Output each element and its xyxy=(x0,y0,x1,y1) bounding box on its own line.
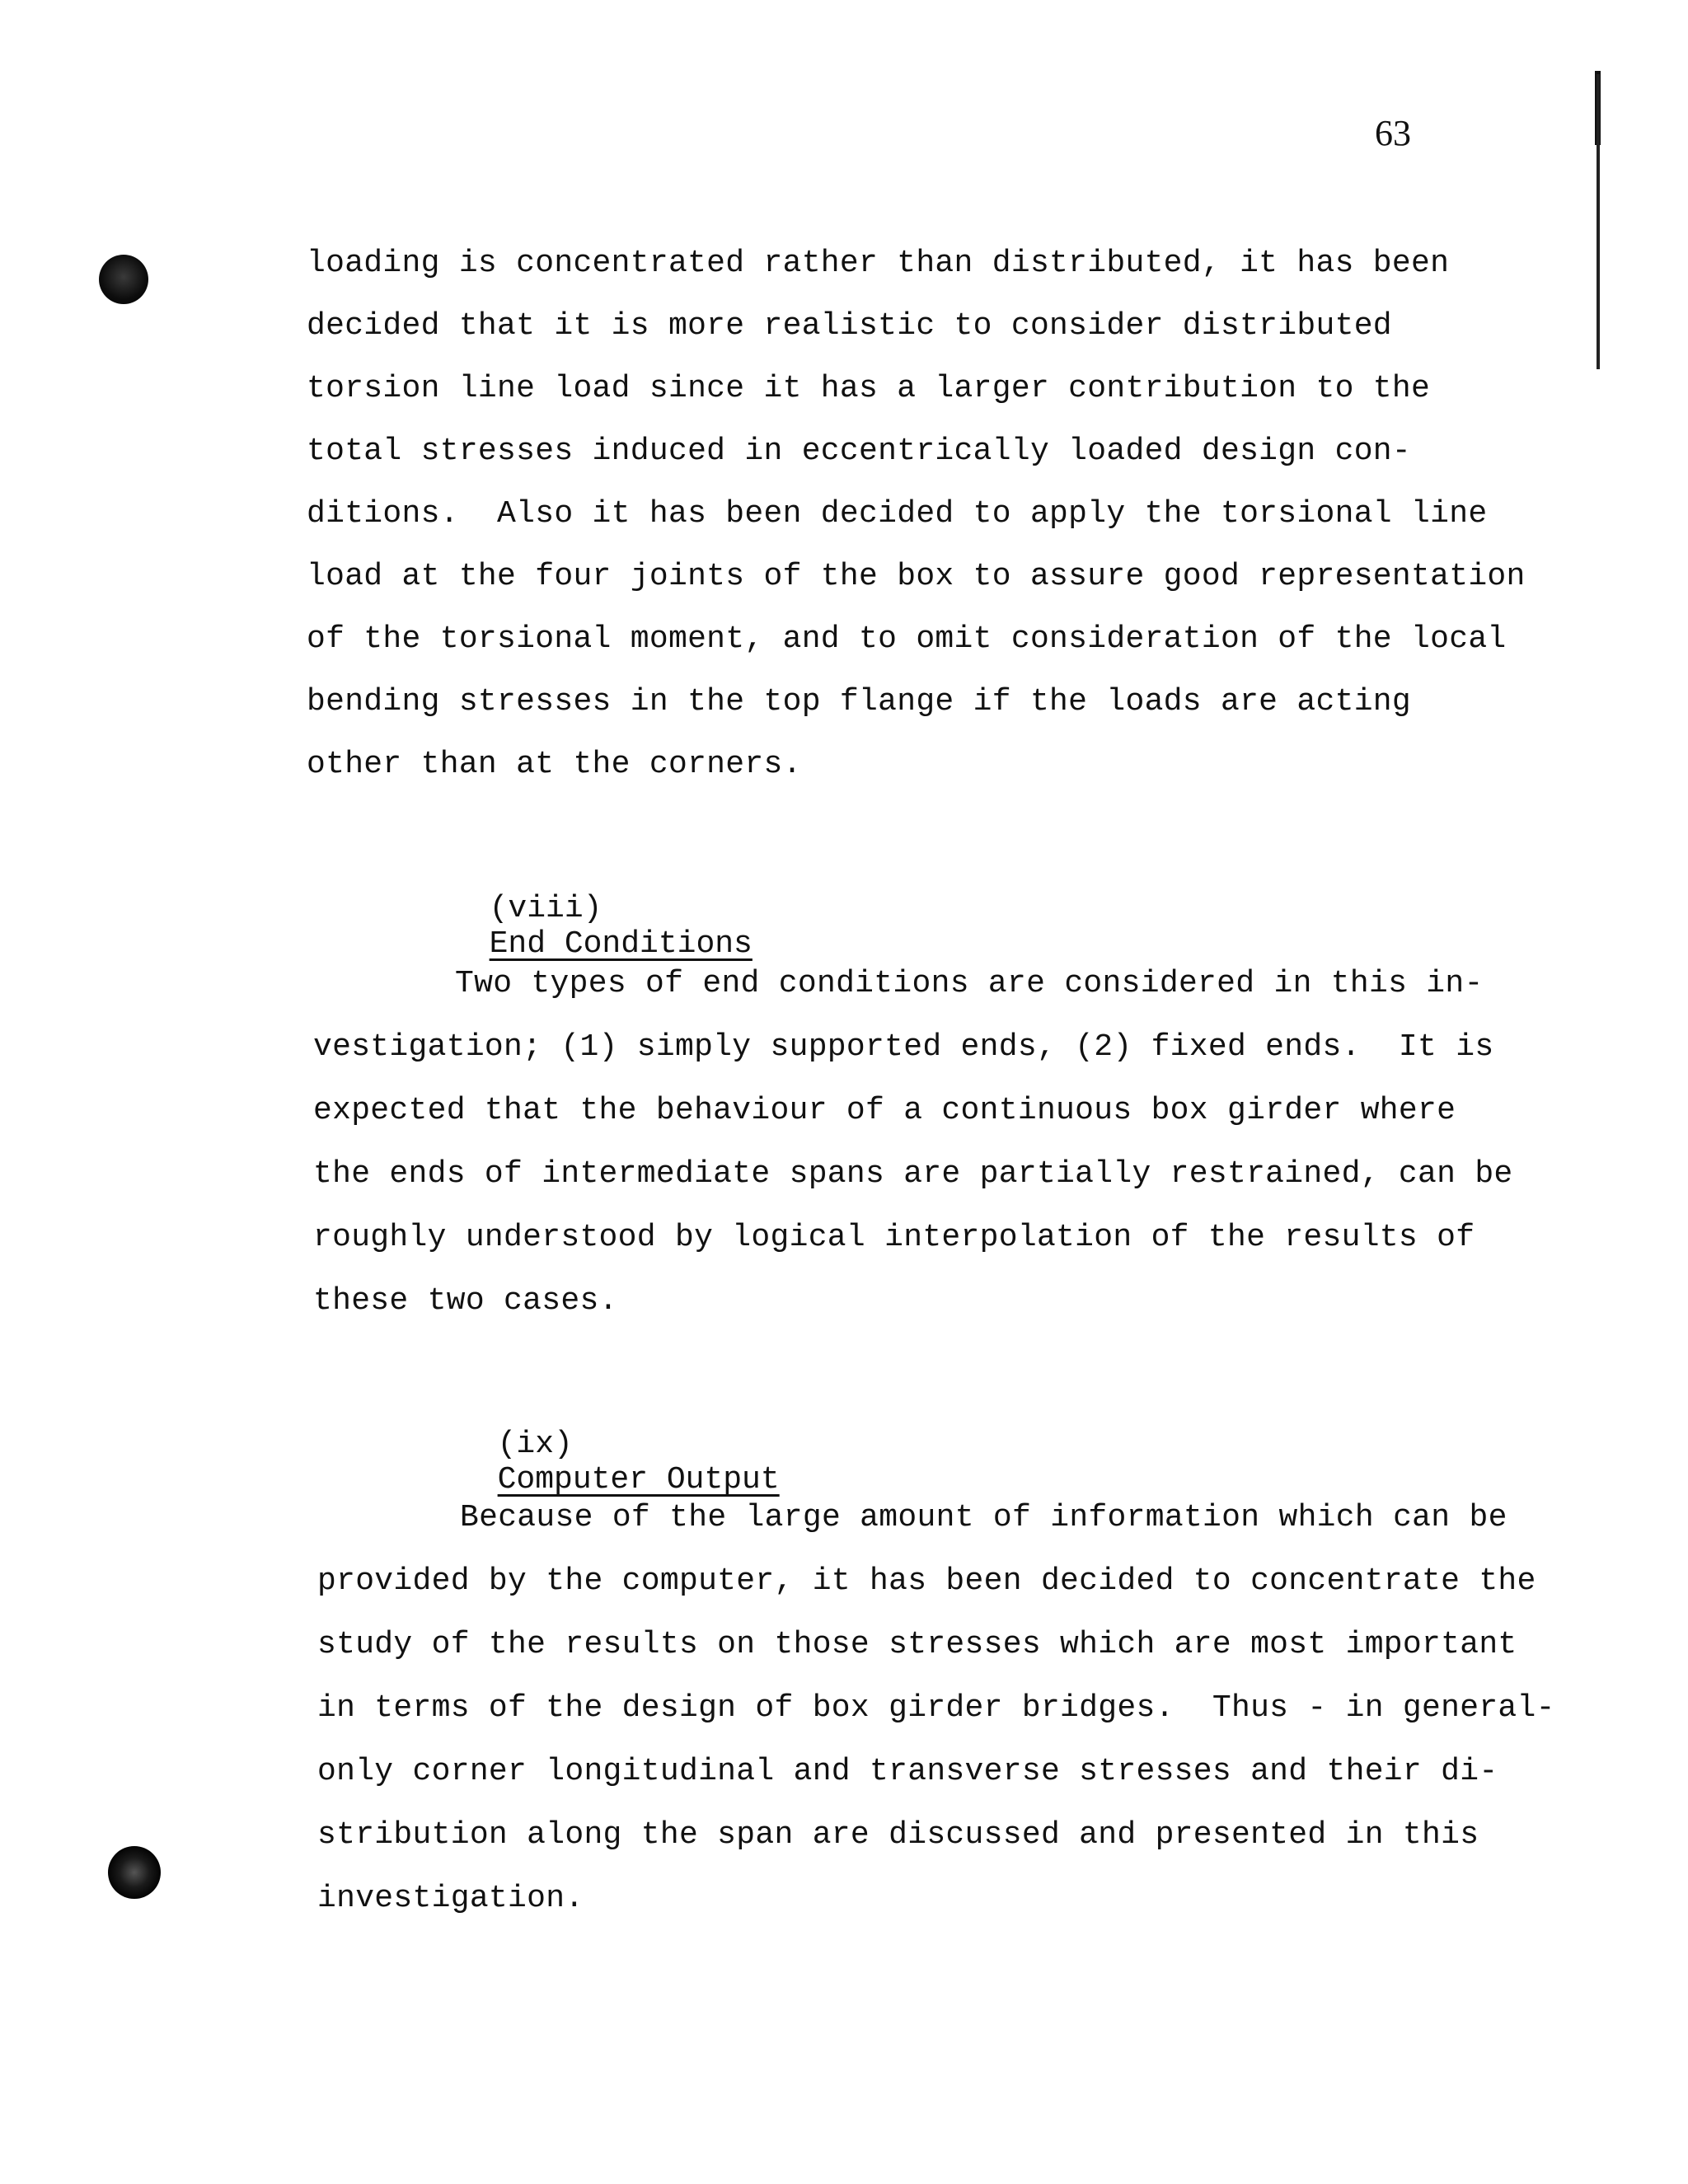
text-line: these two cases. xyxy=(313,1283,618,1319)
text-line: decided that it is more realistic to consider distributed xyxy=(307,308,1392,344)
text-line: bending stresses in the top flange if the loads are acting xyxy=(307,684,1412,719)
page-number: 63 xyxy=(1375,113,1411,153)
text-line: stribution along the span are discussed and presented in this xyxy=(317,1817,1479,1853)
section-title: End Conditions xyxy=(489,926,753,962)
text-line: total stresses induced in eccentrically loaded design con- xyxy=(307,434,1412,469)
section-number: (ix) xyxy=(497,1427,573,1462)
text-line: the ends of intermediate spans are partially restrained, can be xyxy=(313,1156,1513,1192)
section-heading-viii xyxy=(452,855,753,962)
text-line: vestigation; (1) simply supported ends, (2) fixed ends. It is xyxy=(313,1029,1494,1065)
text-line: in terms of the design of box girder bridges. Thus - in general- xyxy=(317,1690,1555,1726)
section-number: (viii) xyxy=(489,891,603,926)
text-line: study of the results on those stresses which are most important xyxy=(317,1627,1517,1662)
section-heading-ix xyxy=(460,1391,780,1497)
text-line: investigation. xyxy=(317,1881,584,1916)
text-line: expected that the behaviour of a continuous box girder where xyxy=(313,1093,1456,1128)
text-line: only corner longitudinal and transverse stresses and their di- xyxy=(317,1754,1498,1789)
text-line: torsion line load since it has a larger contribution to the xyxy=(307,371,1431,406)
text-line: loading is concentrated rather than distributed, it has been xyxy=(307,246,1450,281)
punch-hole-bottom xyxy=(108,1846,161,1899)
text-line: ditions. Also it has been decided to apply the torsional line xyxy=(307,496,1488,532)
text-line: Two types of end conditions are considered in this in- xyxy=(455,966,1484,1001)
text-line: provided by the computer, it has been decided to concentrate the xyxy=(317,1563,1536,1599)
text-line: other than at the corners. xyxy=(307,747,802,782)
text-line: roughly understood by logical interpolation of the results of xyxy=(313,1220,1475,1255)
text-line: Because of the large amount of information which can be xyxy=(460,1500,1507,1535)
text-line: of the torsional moment, and to omit consideration of the local xyxy=(307,621,1507,657)
punch-hole-top xyxy=(99,255,148,304)
text-line: load at the four joints of the box to assure good representation xyxy=(307,559,1526,594)
section-title: Computer Output xyxy=(497,1462,780,1497)
margin-rule xyxy=(1597,74,1600,369)
